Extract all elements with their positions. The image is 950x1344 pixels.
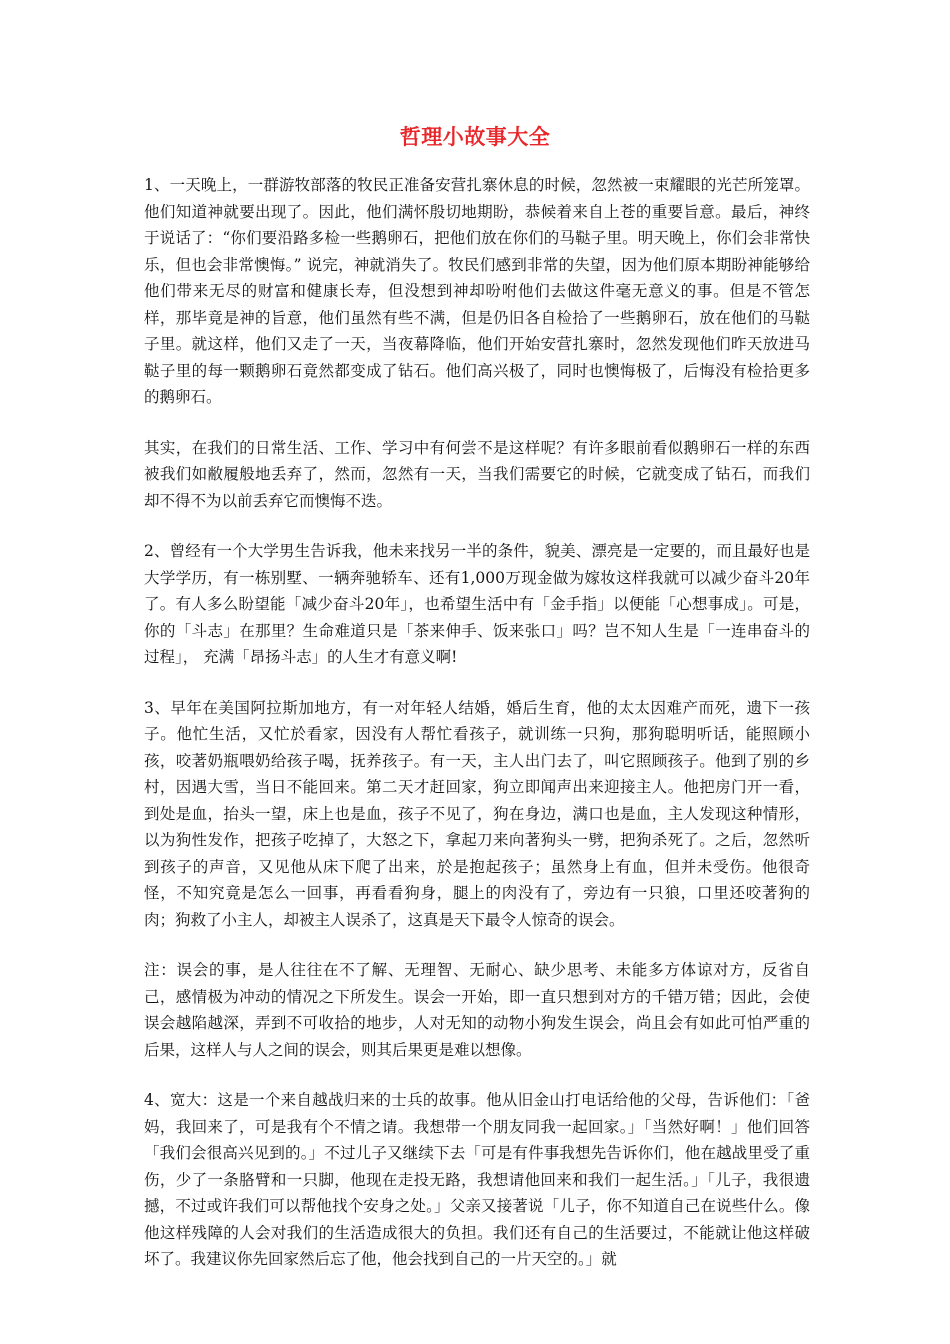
paragraph-story-1: 1、一天晚上，一群游牧部落的牧民正准备安营扎寨休息的时候，忽然被一束耀眼的光芒所笼罩。他们知道神就要出现了。因此，他们满怀殷切地期盼，恭候着来自上苍的重要旨意。最后，神终于说话了：“你们要沿路多检一些鹅卵石，把他们放在你们的马鞑子里。明天晚上，你们会非常快乐，但也会非常懊悔。” 说完，神就消失了。牧民们感到非常的失望，因为他们原本期盼神能够给他们带来无尽的财富和健康长寿，但没想到神却吩咐他们去做这件毫无意义的事。但是不管怎样，那毕竟是神的旨意，他们虽然有些不满，但是仍旧各自检拾了一些鹅卵石，放在他们的马鞑子里。就这样，他们又走了一天，当夜幕降临，他们开始安营扎寨时，忽然发现他们昨天放进马鞑子里的每一颗鹅卵石竟然都变成了钻石。他们高兴极了，同时也懊悔极了，后悔没有检拾更多的鹅卵石。 bbox=[144, 176, 810, 406]
document-title: 哲理小故事大全 bbox=[399, 125, 551, 149]
paragraph-story-2: 2、曾经有一个大学男生告诉我，他未来找另一半的条件，貌美、漂亮是一定要的，而且最好也是大学学历，有一栋别墅、一辆奔驰轿车、还有1,000万现金做为嫁妆这样我就可以减少奋斗20年了。有人多么盼望能「减少奋斗20年」，也希望生活中有「金手指」以便能「心想事成」。可是，你的「斗志」在那里？生命难道只是「茶来伸手、饭来张口」吗？岂不知人生是「一连串奋斗的过程」， 充满「昂扬斗志」的人生才有意义啊! bbox=[144, 542, 810, 666]
paragraph-story-1-reflection: 其实，在我们的日常生活、工作、学习中有何尝不是这样呢？有许多眼前看似鹅卵石一样的东西被我们如敝履般地丢弃了，然而，忽然有一天，当我们需要它的时候，它就变成了钻石，而我们却不得不为以前丢弃它而懊悔不迭。 bbox=[144, 438, 810, 510]
document-body bbox=[144, 172, 810, 1297]
paragraph-story-3-note: 注：误会的事，是人往往在不了解、无理智、无耐心、缺少思考、未能多方体谅对方，反省自己，感情极为冲动的情况之下所发生。误会一开始，即一直只想到对方的千错万错；因此，会使误会越陷越深，弄到不可收拾的地步，人对无知的动物小狗发生误会，尚且会有如此可怕严重的后果，这样人与人之间的误会，则其后果更是难以想像。 bbox=[144, 961, 810, 1059]
paragraph-story-4: 4、宽大：这是一个来自越战归来的士兵的故事。他从旧金山打电话给他的父母，告诉他们：「爸妈，我回来了，可是我有个不情之请。我想带一个朋友同我一起回家。」「当然好啊！」他们回答「我们会很高兴见到的。」不过儿子又继续下去「可是有件事我想先告诉你们，他在越战里受了重伤，少了一条胳臂和一只脚，他现在走投无路，我想请他回来和我们一起生活。」「儿子，我很遗撼，不过或许我们可以帮他找个安身之处。」父亲又接著说「儿子，你不知道自己在说些什么。像他这样残障的人会对我们的生活造成很大的负担。我们还有自己的生活要过，不能就让他这样破坏了。我建议你先回家然后忘了他，他会找到自己的一片天空的。」就 bbox=[144, 1091, 810, 1268]
paragraph-story-3: 3、早年在美国阿拉斯加地方，有一对年轻人结婚，婚后生育，他的太太因难产而死，遗下一孩子。他忙生活，又忙於看家，因没有人帮忙看孩子，就训练一只狗，那狗聪明听话，能照顾小孩，咬著奶瓶喂奶给孩子喝，抚养孩子。有一天，主人出门去了，叫它照顾孩子。他到了别的乡村，因遇大雪，当日不能回来。第二天才赶回家，狗立即闻声出来迎接主人。他把房门开一看，到处是血，抬头一望，床上也是血，孩子不见了，狗在身边，满口也是血，主人发现这种情形，以为狗性发作，把孩子吃掉了，大怒之下，拿起刀来向著狗头一劈，把狗杀死了。之后，忽然听到孩子的声音，又见他从床下爬了出来，於是抱起孩子；虽然身上有血，但并未受伤。他很奇怪，不知究竟是怎么一回事，再看看狗身，腿上的肉没有了，旁边有一只狼，口里还咬著狗的肉；狗救了小主人，却被主人误杀了，这真是天下最令人惊奇的误会。 bbox=[144, 698, 810, 929]
